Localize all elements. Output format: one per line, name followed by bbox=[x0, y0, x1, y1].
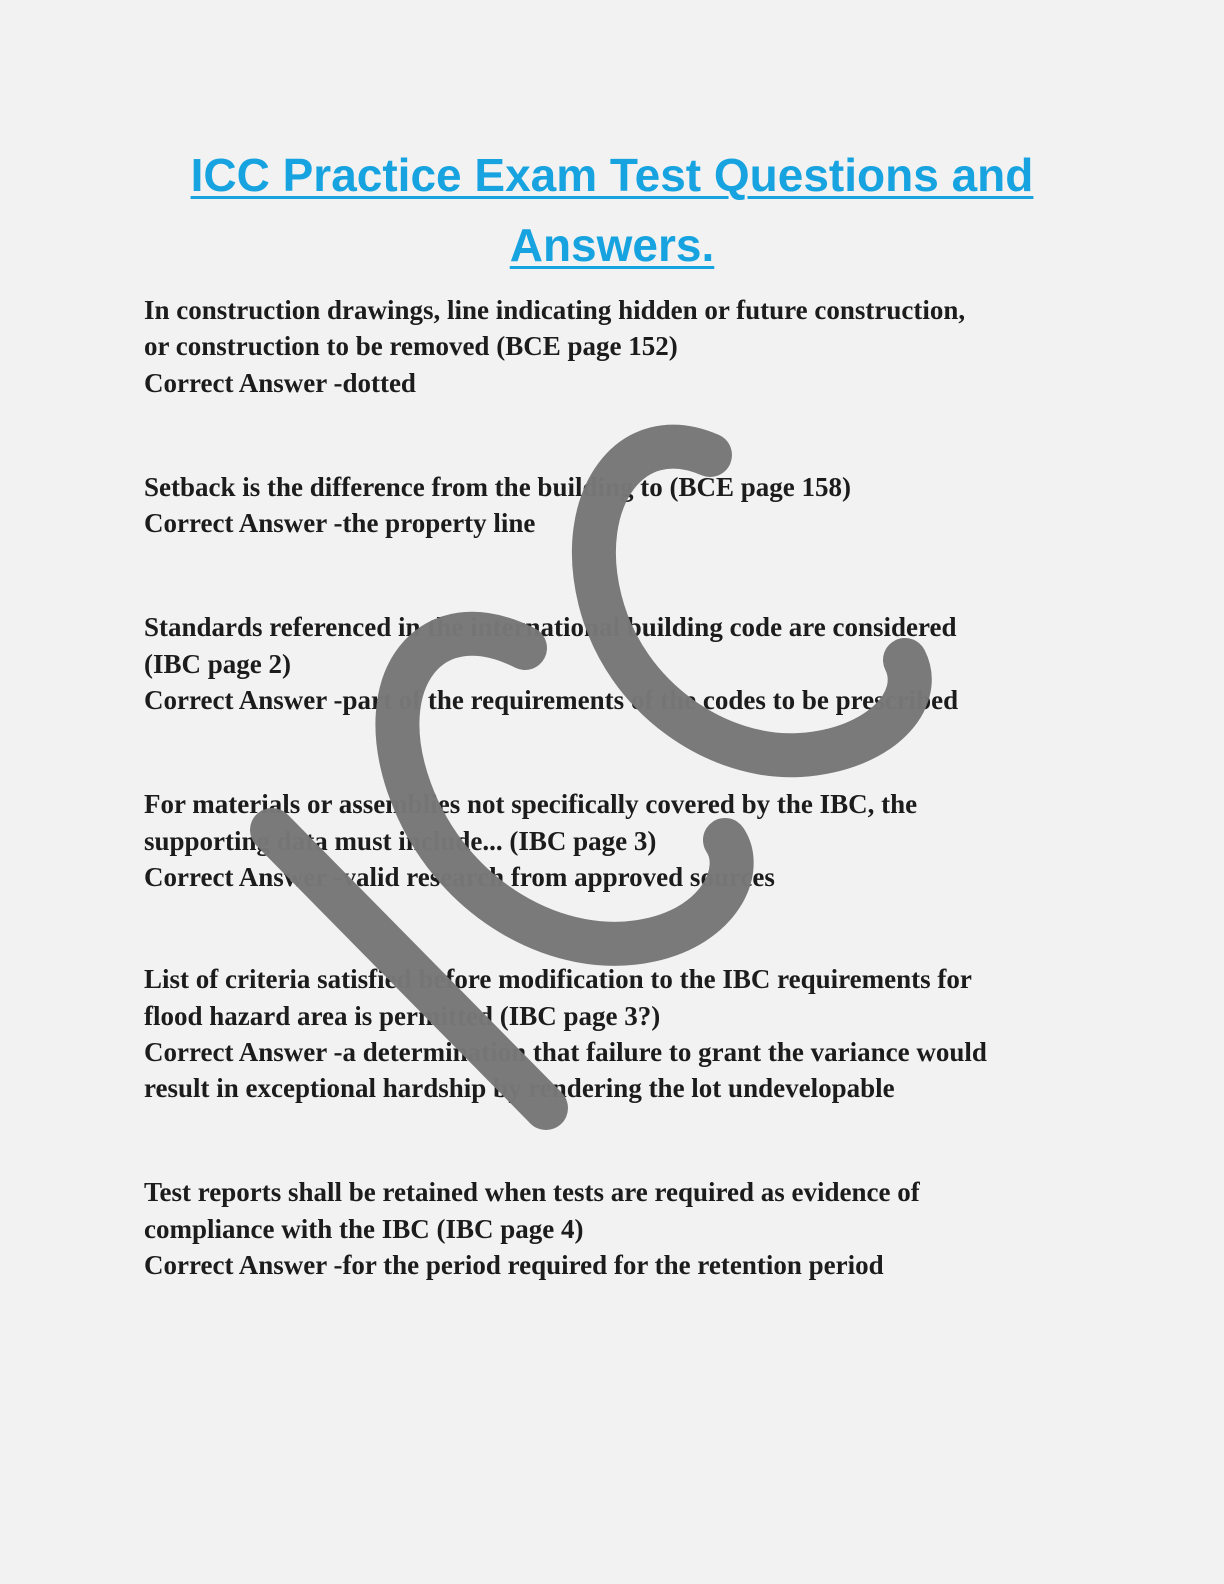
answer-text: Correct Answer -the property line bbox=[144, 508, 536, 539]
qa-list bbox=[144, 292, 1104, 1283]
answer-text: Correct Answer -valid research from approved sources bbox=[144, 861, 775, 892]
qa-item bbox=[144, 292, 1104, 401]
question-text: or construction to be removed (BCE page 152) bbox=[144, 331, 678, 362]
qa-item bbox=[144, 786, 1104, 895]
question-text: Standards referenced in the international building code are considered bbox=[144, 612, 957, 643]
answer-text: Correct Answer -dotted bbox=[144, 367, 416, 398]
qa-item bbox=[144, 609, 1104, 718]
question-text: Setback is the difference from the building to (BCE page 158) bbox=[144, 471, 851, 502]
question-text: Test reports shall be retained when tests are required as evidence of bbox=[144, 1177, 920, 1208]
title-line-1: ICC Practice Exam Test Questions and bbox=[190, 149, 1034, 201]
title-line-2: Answers. bbox=[509, 219, 715, 271]
qa-item bbox=[144, 469, 1104, 542]
question-text: (IBC page 2) bbox=[144, 648, 291, 679]
question-text: For materials or assemblies not specifically covered by the IBC, the bbox=[144, 789, 918, 820]
question-text: compliance with the IBC (IBC page 4) bbox=[144, 1213, 584, 1244]
question-text: In construction drawings, line indicating hidden or future construction, bbox=[144, 295, 966, 325]
qa-item bbox=[144, 961, 1104, 1106]
answer-text: Correct Answer -part of the requirements of the codes to be prescribed bbox=[144, 685, 959, 716]
question-text: List of criteria satisfied before modification to the IBC requirements for bbox=[144, 964, 972, 995]
qa-item bbox=[144, 1174, 1104, 1283]
question-text: flood hazard area is permitted (IBC page 3?) bbox=[144, 1000, 661, 1031]
answer-text: Correct Answer -for the period required for the retention period bbox=[144, 1250, 884, 1281]
question-text: supporting data must include... (IBC page 3) bbox=[144, 825, 657, 856]
page-title bbox=[0, 140, 1224, 280]
answer-text: Correct Answer -a determination that failure to grant the variance would bbox=[144, 1036, 987, 1067]
answer-text: result in exceptional hardship by rendering the lot undevelopable bbox=[144, 1073, 895, 1104]
